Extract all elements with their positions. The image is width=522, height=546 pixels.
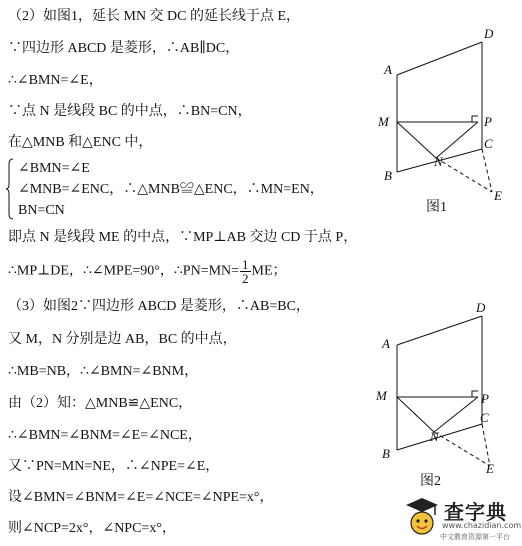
figure-2-diagram	[370, 300, 520, 485]
figure-1-diagram	[370, 22, 520, 212]
point-label: D	[484, 26, 494, 41]
point-label: M	[376, 388, 387, 403]
system-line: ∠BMN=∠E	[18, 161, 90, 176]
figure-2-caption: 图2	[420, 474, 441, 489]
point-label: N	[434, 154, 443, 169]
logo-tagline: 中文教育资源第一平台	[440, 533, 510, 541]
solution-line: （2）如图1，延长 MN 交 DC 的延长线于点 E，	[8, 9, 301, 24]
point-label: E	[494, 188, 502, 203]
point-label: P	[481, 391, 489, 406]
logo-url: www.chazidian.com	[442, 521, 522, 530]
solution-line	[8, 258, 287, 285]
point-label: E	[486, 461, 494, 476]
solution-line: ∴∠BMN=∠BNM=∠E=∠NCE，	[8, 428, 202, 443]
left-brace-icon	[6, 158, 14, 220]
logo-name: 查字典	[444, 500, 507, 524]
point-label: M	[378, 114, 389, 129]
fraction: $\frac{1}{2}$	[242, 257, 249, 286]
graduate-mascot-icon	[404, 496, 440, 540]
solution-line: 则∠NCP=2x°，∠NPC=x°，	[8, 521, 176, 536]
solution-line: 又∵PN=MN=NE，∴∠NPE=∠E，	[8, 459, 220, 474]
point-label: A	[382, 336, 390, 351]
solution-line: （3）如图2∵四边形 ABCD 是菱形，∴AB=BC，	[8, 299, 310, 314]
solution-line: 由（2）知：△MNB≌△ENC，	[8, 396, 193, 411]
point-label: D	[476, 300, 486, 315]
solution-text: ME；	[251, 263, 287, 279]
point-label: N	[430, 429, 439, 444]
solution-line: 在△MNB 和△ENC 中，	[8, 135, 153, 150]
point-label: B	[384, 168, 392, 183]
solution-line: ∵四边形 ABCD 是菱形，∴AB∥DC，	[8, 41, 240, 56]
point-label: B	[382, 446, 390, 461]
point-label: A	[384, 62, 392, 77]
solution-line: 又 M，N 分别是边 AB，BC 的中点，	[8, 332, 237, 347]
figure-1-caption: 图1	[426, 200, 447, 215]
point-label: C	[480, 410, 489, 425]
solution-line: 即点 N 是线段 ME 的中点，∵MP⊥AB 交边 CD 于点 P，	[8, 230, 358, 245]
solution-line: ∴MB=NB，∴∠BMN=∠BNM，	[8, 364, 199, 379]
system-line: ∠MNB=∠ENC，∴△MNB≌△ENC，∴MN=EN，	[18, 182, 324, 197]
solution-line: ∴∠BMN=∠E，	[8, 73, 103, 88]
point-label: P	[484, 114, 492, 129]
solution-line: ∵点 N 是线段 BC 的中点，∴BN=CN，	[8, 104, 252, 119]
solution-line: 设∠BMN=∠BNM=∠E=∠NCE=∠NPE=x°，	[8, 490, 274, 505]
chazidian-logo	[404, 496, 522, 542]
system-line: BN=CN	[18, 203, 65, 218]
solution-text: ∴MP⊥DE，∴∠MPE=90°，∴PN=MN=	[8, 263, 240, 279]
point-label: C	[484, 136, 493, 151]
